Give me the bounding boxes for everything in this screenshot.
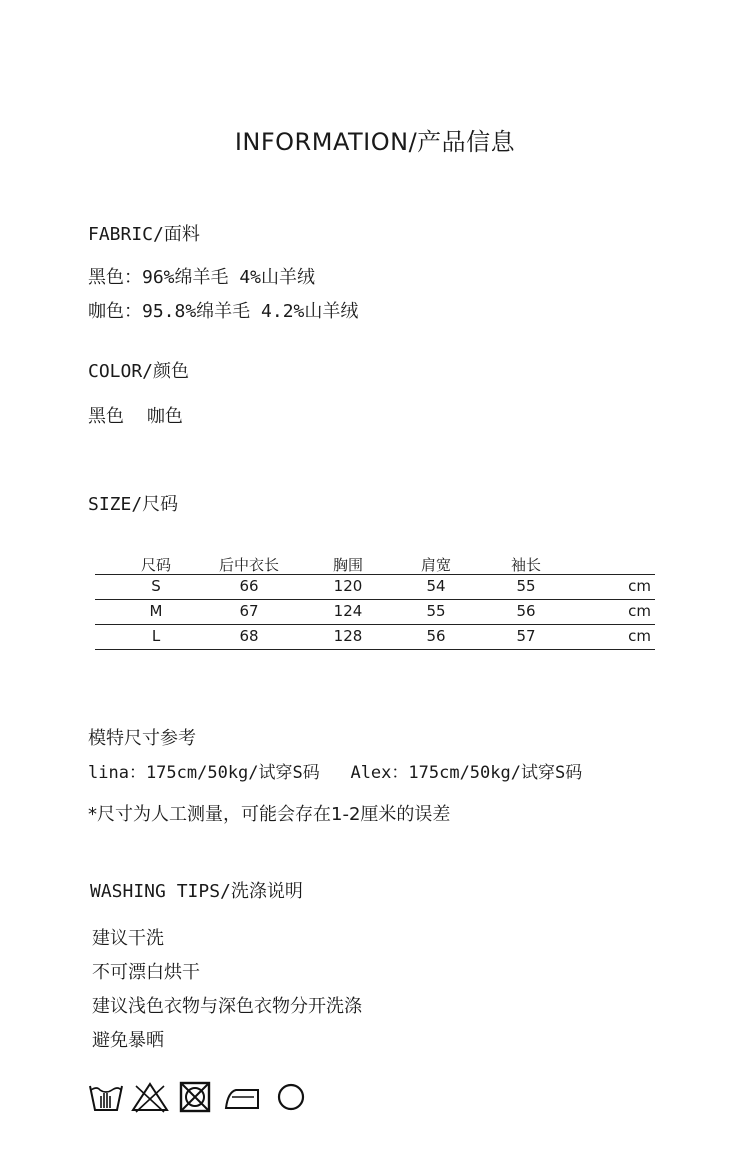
cell-chest: 120 — [333, 577, 363, 595]
cell-unit: cm — [628, 627, 651, 645]
cell-length: 66 — [239, 577, 259, 595]
no-tumble-dry-icon — [178, 1080, 212, 1114]
washing-tip: 不可漂白烘干 — [92, 962, 200, 983]
header-back-length: 后中衣长 — [218, 556, 279, 574]
cell-length: 67 — [239, 602, 259, 620]
size-table-header — [95, 552, 655, 575]
header-sleeve: 袖长 — [510, 556, 541, 574]
fabric-line-brown: 咖色：95.8%绵羊毛 4.2%山羊绒 — [88, 301, 359, 322]
cell-size: L — [151, 627, 161, 645]
cell-chest: 128 — [333, 627, 363, 645]
color-values: 黑色 咖色 — [88, 406, 183, 427]
header-shoulder: 肩宽 — [420, 556, 451, 574]
cell-sleeve: 57 — [516, 627, 536, 645]
cell-sleeve: 56 — [516, 602, 536, 620]
dry-clean-icon — [274, 1080, 308, 1114]
size-label: SIZE/尺码 — [88, 494, 179, 515]
cell-shoulder: 55 — [426, 602, 446, 620]
no-bleach-icon — [130, 1080, 170, 1114]
cell-unit: cm — [628, 577, 651, 595]
cell-unit: cm — [628, 602, 651, 620]
iron-low-icon — [222, 1080, 262, 1114]
cell-length: 68 — [239, 627, 259, 645]
page-title: INFORMATION/产品信息 — [234, 128, 516, 156]
table-row — [95, 600, 655, 625]
cell-size: S — [151, 577, 161, 595]
model-label: 模特尺寸参考 — [88, 728, 196, 749]
washing-tip: 避免暴晒 — [92, 1030, 164, 1051]
fabric-label: FABRIC/面料 — [88, 224, 200, 245]
washing-tip: 建议浅色衣物与深色衣物分开洗涤 — [92, 996, 362, 1017]
fabric-line-black: 黑色：96%绵羊毛 4%山羊绒 — [88, 267, 316, 288]
cell-shoulder: 54 — [426, 577, 446, 595]
measurement-note: *尺寸为人工测量，可能会存在1-2厘米的误差 — [88, 804, 451, 825]
table-row — [95, 575, 655, 600]
color-label: COLOR/颜色 — [88, 361, 190, 382]
hand-wash-icon — [88, 1080, 124, 1114]
cell-chest: 124 — [333, 602, 363, 620]
header-size: 尺码 — [140, 556, 171, 574]
cell-shoulder: 56 — [426, 627, 446, 645]
washing-tip: 建议干洗 — [92, 928, 164, 949]
size-table — [95, 552, 655, 650]
table-row — [95, 625, 655, 650]
model-line: lina：175cm/50kg/试穿S码 Alex：175cm/50kg/试穿S码 — [88, 763, 583, 783]
cell-sleeve: 55 — [516, 577, 536, 595]
cell-size: M — [149, 602, 163, 620]
washing-label: WASHING TIPS/洗涤说明 — [90, 881, 303, 902]
header-chest: 胸围 — [332, 556, 363, 574]
